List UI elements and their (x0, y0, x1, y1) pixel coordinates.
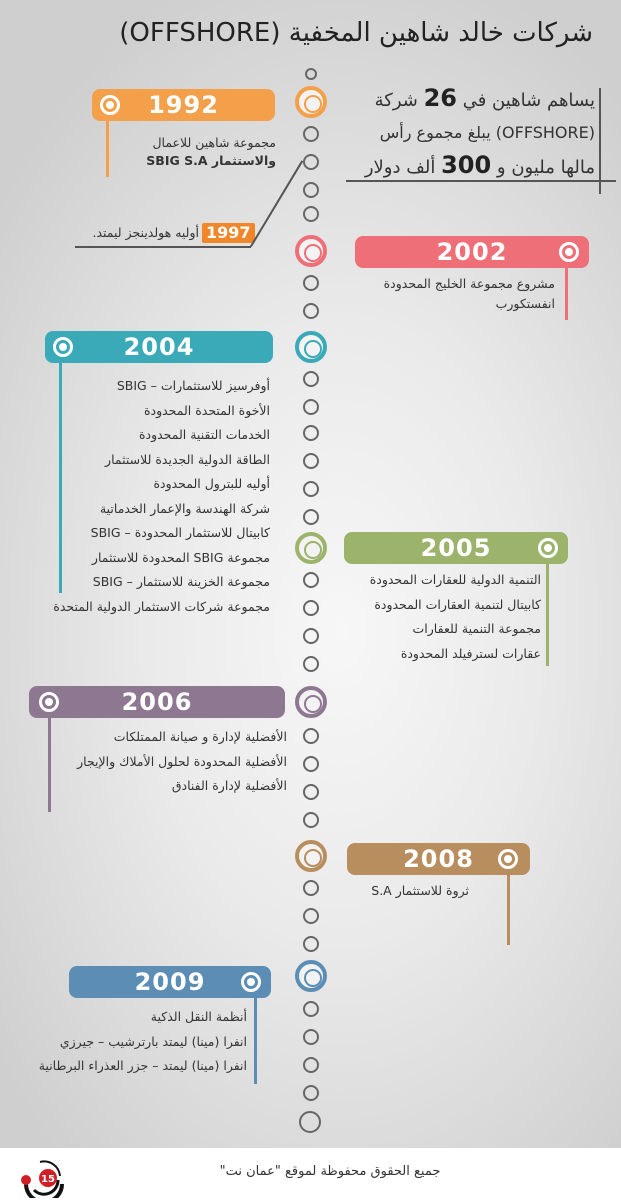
ammannet-logo-icon (12, 1154, 72, 1198)
connector-2005 (546, 564, 549, 666)
year-badge-1992: 1992 (92, 89, 275, 121)
timeline-ring-2005 (295, 532, 327, 564)
list-2004: أوفرسيز للاستثمارات – SBIG الأخوة المتحدة المحدودة الخدمات التقنية المحدودة الطاقة الدولية الجديدة للاستثمار أوليه للبترول المحدودة شركة الهندسة والإعمار الخدماتية كابيتال للاستثمار المحدودة – SBIG مجموعة SBIG المحدودة للاستثمار مجموعة الخزينة للاستثمار – SBIG مجموعة شركات الاستثمار الدولية المتحدة (53, 378, 270, 614)
intro-bracket-vertical (599, 88, 601, 194)
timeline-dot (303, 303, 319, 319)
list-2009: أنظمة النقل الذكية انفرا (مينا) ليمتد بارترشيب – جيرزي انفرا (مينا) ليمتد – جزر العذراء البرطانية (38, 1009, 247, 1073)
timeline-dot (303, 880, 319, 896)
timeline-end-dot (299, 1111, 321, 1133)
copyright-text: جميع الحقوق محفوظة لموقع "عمان نت" (219, 1164, 441, 1179)
timeline-dot (305, 68, 317, 80)
timeline-ring-2002 (295, 235, 327, 267)
target-icon (39, 692, 59, 712)
company-count: 26 (423, 84, 457, 112)
timeline-dot (303, 154, 319, 170)
year-badge-2008: 2008 (347, 843, 530, 875)
svg-text:15: 15 (41, 1174, 55, 1185)
timeline-dot (303, 182, 319, 198)
timeline-ring-2006 (295, 686, 327, 718)
timeline-dot (303, 425, 319, 441)
timeline-dot (303, 756, 319, 772)
timeline-dot (303, 453, 319, 469)
timeline-dot (303, 728, 319, 744)
list-1992: مجموعة شاهين للاعمال والاستثمار SBIG S.A (146, 135, 276, 168)
target-icon (498, 849, 518, 869)
timeline-dot (303, 126, 319, 142)
target-icon (559, 242, 579, 262)
intro-bracket-horizontal (346, 180, 616, 182)
intro-summary (337, 82, 599, 184)
list-2005: التنمية الدولية للعقارات المحدودة كابيتال لتنمية العقارات المحدودة مجموعة التنمية للعقارات عقارات لسترفيلد المحدودة (369, 572, 541, 661)
target-icon (100, 95, 120, 115)
connector-2008 (507, 875, 510, 945)
year-badge-2004: 2004 (45, 331, 273, 363)
timeline-ring-2008 (295, 840, 327, 872)
timeline-dot (303, 206, 319, 222)
target-icon (53, 337, 73, 357)
timeline-dot (303, 275, 319, 291)
timeline-dot (303, 371, 319, 387)
list-2002: مشروع مجموعة الخليج المحدودة انفستكورب (383, 276, 555, 311)
target-icon (538, 538, 558, 558)
year-badge-2006: 2006 (29, 686, 285, 718)
connector-2009 (254, 998, 257, 1084)
timeline-dot (303, 812, 319, 828)
footer (0, 1148, 621, 1200)
timeline-ring-2004 (295, 331, 327, 363)
connector-1992 (106, 121, 109, 177)
timeline-dot (303, 1085, 319, 1101)
timeline-dot (303, 1057, 319, 1073)
connector-2002 (565, 268, 568, 320)
timeline-dot (303, 908, 319, 924)
list-2008: ثروة للاستثمار S.A (371, 883, 469, 898)
target-icon (241, 972, 261, 992)
list-2006: الأفضلية لإدارة و صيانة الممتلكات الأفضلية المحدودة لحلول الأملاك والإيجار الأفضلية لإدارة الفنادق (77, 729, 287, 793)
timeline-dot (303, 572, 319, 588)
intro-line-3: مالها مليون و 300 ألف دولار (364, 151, 595, 179)
page-title: شركات خالد شاهين المخفية (OFFSHORE) (119, 18, 593, 48)
connector-2006 (48, 718, 51, 812)
timeline-dot (303, 1029, 319, 1045)
timeline-dot (303, 509, 319, 525)
capital-amount: 300 (441, 151, 492, 179)
year-badge-2002: 2002 (355, 236, 589, 268)
year-badge-2009: 2009 (69, 966, 271, 998)
timeline-dot (303, 1001, 319, 1017)
item-1997: أوليه هولدينجز ليمتد. (92, 225, 199, 240)
timeline-ring-1992 (295, 86, 327, 118)
timeline-dot (303, 628, 319, 644)
year-badge-2005: 2005 (344, 532, 568, 564)
timeline-dot (303, 656, 319, 672)
timeline-dot (303, 481, 319, 497)
timeline-dot (303, 399, 319, 415)
intro-line-1: يساهم شاهين في 26 شركة (374, 84, 595, 112)
timeline-dot (303, 784, 319, 800)
timeline-ring-2009 (295, 960, 327, 992)
connector-1997-diagonal (250, 160, 303, 247)
year-tag-1997: 1997 (202, 223, 255, 243)
timeline-dot (303, 936, 319, 952)
connector-1997 (75, 246, 251, 248)
timeline-dot (303, 600, 319, 616)
intro-line-2: (OFFSHORE) يبلغ مجموع رأس (379, 123, 595, 142)
